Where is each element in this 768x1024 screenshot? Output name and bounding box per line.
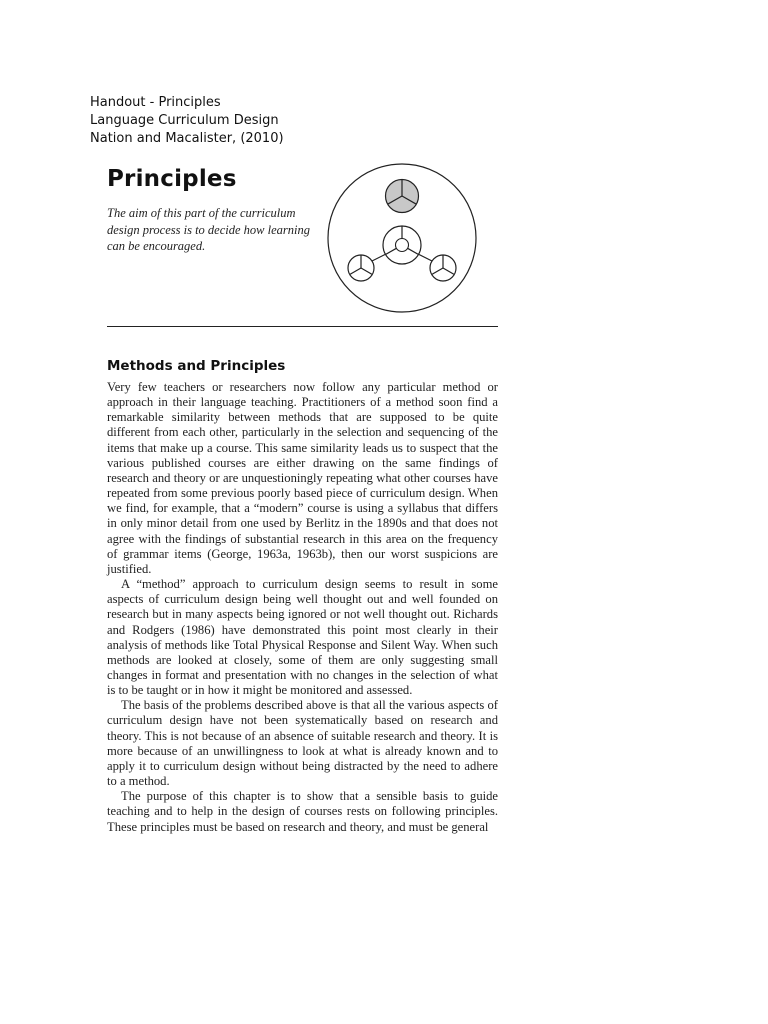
body-paragraph: A “method” approach to curriculum design seems to result in some aspects of curriculum design being well thought out and well founded on research but in many aspects being ignored or not well thought out. Richards and Rodgers (1986) have demonstrated this point most clearly in their analysis of methods like Total Physical Response and Silent Way. When such methods are looked at closely, some of them are only suggesting small changes in format and presentation with no changes in the selection of what is to be taught or in how it might be monitored and assessed. — [107, 577, 498, 698]
handout-title: Handout - Principles — [90, 95, 221, 110]
body-paragraph: Very few teachers or researchers now follow any particular method or approach in their language teaching. Practitioners of a method soon find a remarkable similarity between methods that are supposed to be quite different from each other, particularly in the selection and sequencing of the items that make up a course. This same similarity leads us to suspect that the various published courses are either drawing on the same findings of research and theory or are unquestioningly repeating what other courses have repeated from some previous poorly based piece of curriculum design. When we find, for example, that a “modern” course is using a syllabus that differs in only minor detail from one used by Berlitz in the 1890s and that does not agree with the findings of substantial research in this area on the frequency of grammar items (George, 1963a, 1963b), then our worst suspicions are justified. — [107, 380, 498, 576]
handout-header — [90, 94, 284, 148]
section-body — [107, 380, 498, 835]
diagram-right-wheel-icon — [430, 255, 456, 281]
chapter-aim-text: The aim of this part of the curriculum design process is to decide how learning can be encouraged. — [107, 206, 310, 253]
diagram-center-hub-icon — [383, 226, 421, 264]
diagram-top-wheel-icon — [386, 180, 419, 213]
diagram-left-wheel-icon — [348, 255, 374, 281]
chapter-title: Principles — [107, 166, 237, 192]
handout-authors: Nation and Macalister, (2010) — [90, 131, 284, 146]
handout-book-title: Language Curriculum Design — [90, 113, 279, 128]
title-divider — [107, 326, 498, 327]
body-paragraph: The purpose of this chapter is to show that a sensible basis to guide teaching and to help in the design of courses rests on following principles. These principles must be based on research and theory, and must be general — [107, 789, 498, 834]
body-paragraph: The basis of the problems described above is that all the various aspects of curriculum design have not been systematically based on research and theory. This is not because of an absence of suitable research and theory. It is more because of an unwillingness to look at what is already known and to apply it to curriculum design without being distracted by the need to adhere to a method. — [107, 698, 498, 789]
section-heading: Methods and Principles — [107, 358, 286, 374]
curriculum-design-diagram — [326, 162, 478, 314]
